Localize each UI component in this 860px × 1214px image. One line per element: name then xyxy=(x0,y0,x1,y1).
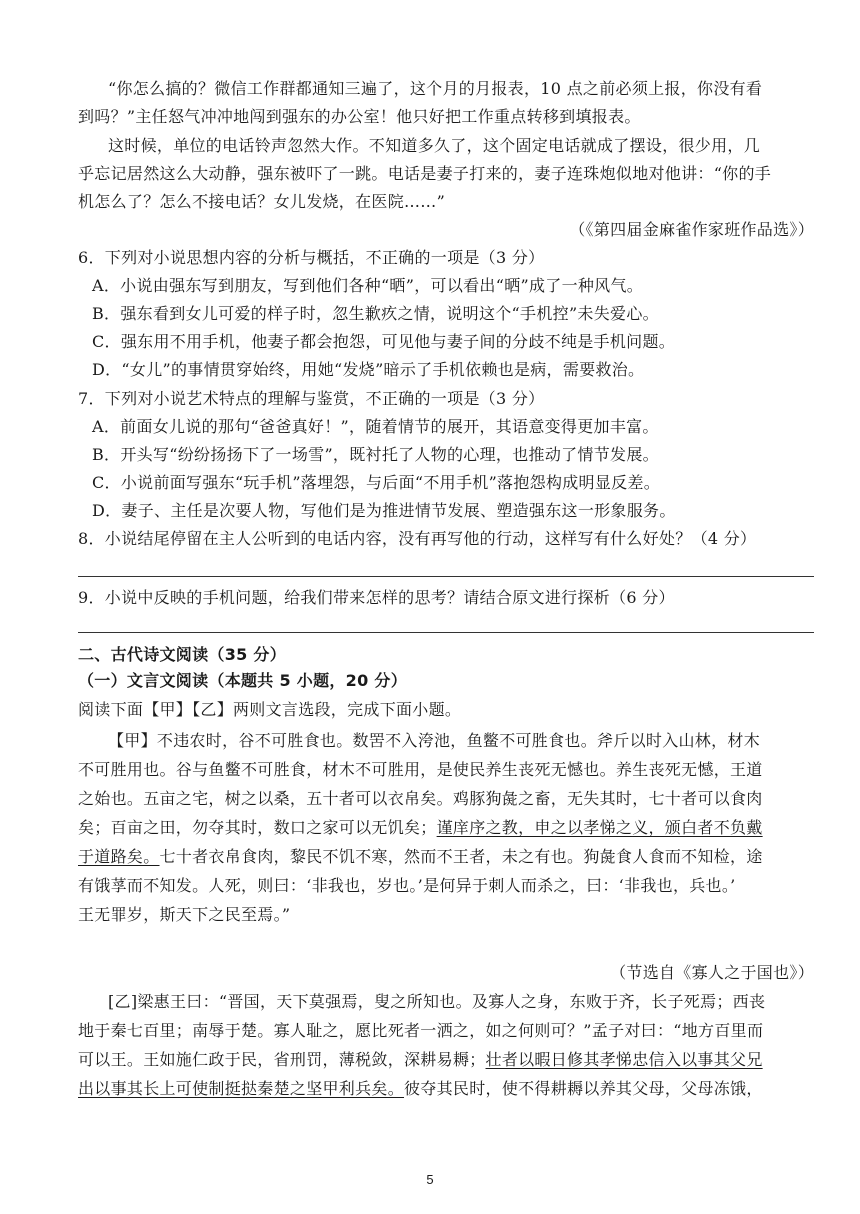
q6-option-c: C．强东用不用手机，他妻子都会抱怨，可见他与妻子间的分歧不纯是手机问题。 xyxy=(92,332,676,351)
story-p2-line3: 机怎么了？怎么不接电话？女儿发烧，在医院……” xyxy=(78,192,446,211)
q7-option-d: D．妻子、主任是次要人物，写他们是为推进情节发展、塑造强东这一形象服务。 xyxy=(92,501,676,520)
yi-underlined-sentence: 壮者以暇日修其孝悌忠信入以事其父兄 xyxy=(485,1050,763,1069)
question-8: 8．小说结尾停留在主人公听到的电话内容，没有再写他的行动，这样写有什么好处？（4 分） xyxy=(78,529,757,548)
story-source: （《第四届金麻雀作家班作品选》） xyxy=(569,220,814,239)
q6-option-b: B．强东看到女儿可爱的样子时，忽生歉疚之情，说明这个“手机控”未失爱心。 xyxy=(92,304,659,323)
jia-line-1: 【甲】不违农时，谷不可胜食也。数罟不入洿池，鱼鳖不可胜食也。斧斤以时入山林，材木 xyxy=(108,731,761,750)
question-9: 9．小说中反映的手机问题，给我们带来怎样的思考？请结合原文进行探析（6 分） xyxy=(78,588,675,607)
q6-option-d: D．“女儿”的事情贯穿始终，用她“发烧”暗示了手机依赖也是病，需要救治。 xyxy=(92,360,645,379)
jia-line-2: 不可胜用也。谷与鱼鳖不可胜食，材木不可胜用，是使民养生丧死无憾也。养生丧死无憾，王道 xyxy=(78,760,763,779)
yi-line-2: 地于秦七百里；南辱于楚。寡人耻之，愿比死者一洒之，如之何则可？”孟子对曰：“地方百里而 xyxy=(78,1021,764,1040)
yi-underlined-sentence-end: 出以事其长上可使制挺挞秦楚之坚甲利兵矣。 xyxy=(78,1079,405,1098)
reading-intro: 阅读下面【甲】【乙】两则文言选段，完成下面小题。 xyxy=(78,700,462,719)
answer-line-q9 xyxy=(78,632,814,633)
story-p2-line1: 这时候，单位的电话铃声忽然大作。不知道多久了，这个固定电话就成了摆设，很少用，几 xyxy=(108,136,761,155)
yi-line-4-plain: 彼夺其民时，使不得耕耨以养其父母，父母冻饿， xyxy=(404,1079,763,1098)
story-p1-line2: 到吗？”主任怒气冲冲地闯到强东的办公室！他只好把工作重点转移到填报表。 xyxy=(78,107,641,126)
jia-source: （节选自《寡人之于国也》） xyxy=(610,963,814,982)
answer-line-q8 xyxy=(78,576,814,577)
jia-line-5-plain: 七十者衣帛食肉，黎民不饥不寒，然而不王者，未之有也。狗彘食人食而不知检，途 xyxy=(159,847,763,866)
q6-option-a: A．小说由强东写到朋友，写到他们各种“晒”，可以看出“晒”成了一种风气。 xyxy=(92,276,644,295)
q7-option-c: C．小说前面写强东“玩手机”落埋怨，与后面“不用手机”落抱怨构成明显反差。 xyxy=(92,473,661,492)
page-number: 5 xyxy=(426,1172,434,1187)
yi-line-4 xyxy=(78,1079,814,1099)
q7-option-b: B．开头写“纷纷扬扬下了一场雪”，既衬托了人物的心理，也推动了情节发展。 xyxy=(92,445,659,464)
jia-line-4 xyxy=(78,818,814,838)
yi-line-1: [乙]梁惠王曰：“晋国，天下莫强焉，叟之所知也。及寡人之身，东败于齐，长子死焉；西丧 xyxy=(108,992,766,1011)
question-6: 6．下列对小说思想内容的分析与概括，不正确的一项是（3 分） xyxy=(78,248,545,267)
story-p1-line1: “你怎么搞的？微信工作群都通知三遍了，这个月的月报表，10 点之前必须上报，你没有看 xyxy=(108,79,763,98)
jia-line-5 xyxy=(78,847,814,867)
yi-line-3-plain: 可以王。王如施仁政于民，省刑罚，薄税敛，深耕易耨； xyxy=(78,1050,486,1069)
story-p2-line2: 乎忘记居然这么大动静，强东被吓了一跳。电话是妻子打来的，妻子连珠炮似地对他讲：“你的手 xyxy=(78,164,772,183)
question-7: 7．下列对小说艺术特点的理解与鉴赏，不正确的一项是（3 分） xyxy=(78,389,545,408)
jia-line-3: 之始也。五亩之宅，树之以桑，五十者可以衣帛矣。鸡豚狗彘之畜，无失其时，七十者可以食肉 xyxy=(78,789,763,808)
jia-line-7: 王无罪岁，斯天下之民至焉。” xyxy=(78,905,291,924)
yi-line-3 xyxy=(78,1050,814,1070)
jia-underlined-sentence-end: 于道路矣。 xyxy=(78,847,160,866)
jia-line-6: 有饿莩而不知发。人死，则曰：‘非我也，岁也。’是何异于刺人而杀之，曰：‘非我也，兵也。’ xyxy=(78,876,736,895)
subsection-title: （一）文言文阅读（本题共 5 小题，20 分） xyxy=(78,671,408,690)
jia-line-4-plain: 矣；百亩之田，勿夺其时，数口之家可以无饥矣； xyxy=(78,818,437,837)
jia-underlined-sentence: 谨庠序之教，申之以孝悌之义，颁白者不负戴 xyxy=(436,818,763,837)
q7-option-a: A．前面女儿说的那句“爸爸真好！”，随着情节的展开，其语意变得更加丰富。 xyxy=(92,417,659,436)
section-title: 二、古代诗文阅读（35 分） xyxy=(78,645,287,664)
